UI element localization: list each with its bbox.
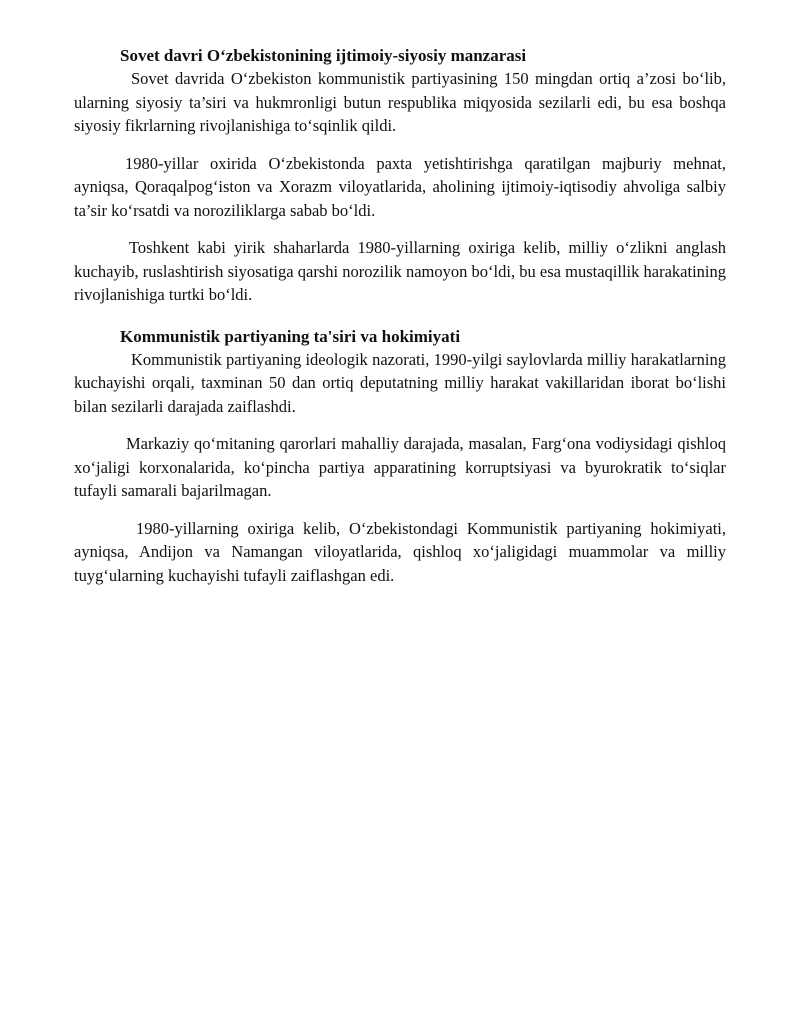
paragraph-4: Kommunistik partiyaning ideologik nazorati, 1990-yilgi saylovlarda milliy harakatlarning kuchayishi orqali, taxminan 50 dan ortiq deputatning milliy harakat vakillaridan iborat bo‘lishi bilan sezilarli darajada zaiflashdi. — [74, 349, 726, 416]
paragraph-3: Toshkent kabi yirik shaharlarda 1980-yillarning oxiriga kelib, milliy o‘zlikni anglash kuchayib, ruslashtirish siyosatiga qarshi norozilik namoyon bo‘ldi, bu esa mustaqillik harakatining rivojlanishiga turtki bo‘ldi. — [74, 238, 726, 304]
section-heading-2: Kommunistik partiyaning ta'siri va hokimiyati — [120, 326, 461, 346]
paragraph-spacer — [74, 138, 726, 152]
paragraph-spacer — [74, 503, 726, 517]
paragraph-1: Sovet davrida O‘zbekiston kommunistik partiyasining 150 mingdan ortiq a’zosi bo‘lib, ularning siyosiy ta’siri va hukmronligi butun respublika miqyosida sezilarli edi, bu esa boshqa siyosiy fikrlarning rivojlanishiga to‘sqinlik qildi. — [74, 69, 726, 135]
document-page — [74, 44, 726, 587]
paragraph-2: 1980-yillar oxirida O‘zbekistonda paxta yetishtirishga qaratilgan majburiy mehnat, ayniqsa, Qoraqalpog‘iston va Xorazm viloyatlarida, aholining ijtimoiy-iqtisodiy ahvoliga salbiy ta’sir ko‘rsatdi va noroziliklarga sabab bo‘ldi. — [74, 153, 726, 220]
paragraph-spacer — [74, 222, 726, 236]
section-heading-1: Sovet davri O‘zbekistonining ijtimoiy-siyosiy manzarasi — [120, 46, 527, 65]
section-spacer — [74, 307, 726, 325]
paragraph-5: Markaziy qo‘mitaning qarorlari mahalliy darajada, masalan, Farg‘ona vodiysidagi qishloq xo‘jaligi korxonalarida, ko‘pincha partiya apparatining korruptsiyasi va byurokratik to‘siqlar tufayli samarali bajarilmagan. — [74, 434, 726, 500]
paragraph-6: 1980-yillarning oxiriga kelib, O‘zbekistondagi Kommunistik partiyaning hokimiyati, ayniqsa, Andijon va Namangan viloyatlarida, qishloq xo‘jaligidagi muammolar va milliy tuyg‘ularning kuchayishi tufayli zaiflashgan edi. — [74, 518, 726, 585]
paragraph-spacer — [74, 418, 726, 432]
